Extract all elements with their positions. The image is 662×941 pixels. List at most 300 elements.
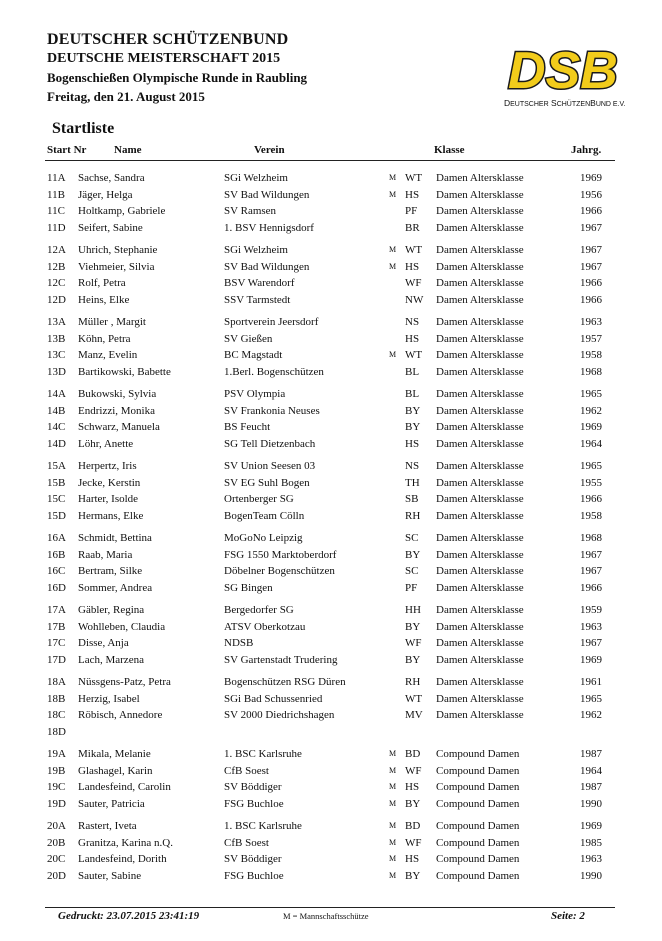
class-name: Damen Altersklasse [436, 620, 524, 633]
athlete-name: Hermans, Elke [78, 509, 144, 522]
table-row [0, 779, 662, 796]
class-name: Damen Altersklasse [436, 404, 524, 417]
birth-year: 1955 [580, 476, 602, 489]
club-name: SGi Welzheim [224, 244, 288, 256]
table-row [0, 403, 662, 420]
state-code: BR [405, 221, 420, 234]
class-name: Damen Altersklasse [436, 493, 524, 505]
birth-year: 1987 [580, 748, 602, 760]
team-marker: M [389, 350, 397, 359]
start-list [0, 170, 662, 884]
birth-year: 1987 [580, 781, 602, 793]
class-name: Compound Damen [436, 836, 520, 849]
class-name: Damen Altersklasse [436, 565, 524, 577]
dsb-logo-subtitle: DEUTSCHER SCHÜTZENBUND E.V. [504, 98, 626, 108]
class-name: Damen Altersklasse [436, 332, 524, 345]
birth-year: 1957 [580, 332, 602, 345]
club-name: NDSB [224, 637, 254, 649]
athlete-name: Holtkamp, Gabriele [78, 205, 166, 217]
start-number: 15A [47, 460, 66, 472]
state-code: PF [405, 205, 418, 217]
federation-name: DEUTSCHER SCHÜTZENBUND [47, 31, 289, 48]
table-row [0, 292, 662, 309]
club-name: FSG Buchloe [224, 869, 284, 882]
state-code: HS [405, 437, 420, 450]
birth-year: 1965 [580, 460, 602, 472]
column-header-verein: Verein [254, 144, 285, 156]
table-row [0, 386, 662, 403]
birth-year: 1966 [580, 581, 602, 594]
class-name: Compound Damen [436, 748, 520, 760]
table-row [0, 835, 662, 852]
athlete-name: Herpertz, Iris [78, 460, 137, 472]
athlete-name: Landesfeind, Dorith [78, 853, 167, 865]
club-name: SGi Bad Schussenried [224, 692, 323, 705]
birth-year: 1985 [580, 836, 602, 849]
start-number: 18C [47, 709, 66, 721]
class-name: Damen Altersklasse [436, 476, 524, 489]
birth-year: 1966 [580, 293, 602, 306]
start-number: 12D [47, 293, 66, 306]
start-number: 20D [47, 869, 66, 882]
birth-year: 1967 [580, 565, 602, 577]
event-date: Freitag, den 21. August 2015 [47, 89, 205, 104]
class-name: Damen Altersklasse [436, 604, 524, 616]
table-row [0, 602, 662, 619]
birth-year: 1969 [580, 172, 602, 184]
club-name: SV Böddiger [224, 781, 282, 793]
state-code: BY [405, 620, 421, 633]
birth-year: 1967 [580, 548, 602, 561]
club-name: 1. BSV Hennigsdorf [224, 221, 314, 234]
table-row [0, 674, 662, 691]
table-row [0, 203, 662, 220]
athlete-name: Uhrich, Stephanie [78, 244, 158, 256]
start-number: 12C [47, 277, 66, 289]
club-name: PSV Olympia [224, 388, 286, 400]
team-marker: M [389, 798, 397, 808]
team-marker: M [389, 749, 397, 758]
club-name: SV Ramsen [224, 205, 277, 217]
state-code: WF [405, 836, 422, 849]
table-row [0, 170, 662, 187]
club-name: SG Bingen [224, 581, 273, 594]
class-name: Damen Altersklasse [436, 437, 524, 450]
table-row [0, 530, 662, 547]
birth-year: 1967 [580, 637, 602, 649]
birth-year: 1965 [580, 692, 602, 705]
table-row [0, 796, 662, 813]
athlete-name: Gäbler, Regina [78, 604, 145, 616]
team-marker: M [389, 261, 397, 271]
athlete-name: Seifert, Sabine [78, 221, 143, 234]
class-name: Damen Altersklasse [436, 421, 524, 433]
team-legend: M = Mannschaftsschütze [283, 911, 369, 921]
team-marker: M [389, 173, 397, 182]
club-name: MoGoNo Leipzig [224, 532, 303, 544]
team-marker: M [389, 245, 397, 254]
class-name: Damen Altersklasse [436, 205, 524, 217]
class-name: Compound Damen [436, 853, 520, 865]
table-row [0, 508, 662, 525]
column-header-start: Start Nr [47, 144, 87, 156]
state-code: NS [405, 316, 420, 328]
club-name: BS Feucht [224, 421, 271, 433]
birth-year: 1958 [580, 509, 602, 522]
athlete-name: Schmidt, Bettina [78, 532, 152, 544]
athlete-name: Köhn, Petra [78, 332, 131, 345]
team-marker: M [389, 837, 397, 847]
club-name: BogenTeam Cölln [224, 509, 305, 522]
state-code: SC [405, 532, 419, 544]
state-code: BY [405, 404, 421, 417]
athlete-name: Manz, Evelin [78, 349, 138, 361]
table-row [0, 635, 662, 652]
state-code: RH [405, 509, 421, 522]
state-code: NS [405, 460, 420, 472]
athlete-name: Landesfeind, Carolin [78, 781, 171, 793]
state-code: BY [405, 869, 421, 882]
club-name: 1. BSC Karlsruhe [224, 820, 302, 832]
class-name: Damen Altersklasse [436, 637, 524, 649]
class-name: Damen Altersklasse [436, 277, 524, 289]
start-number: 12B [47, 260, 66, 273]
start-number: 14C [47, 421, 66, 433]
start-number: 18B [47, 692, 66, 705]
athlete-name: Jecke, Kerstin [78, 476, 141, 489]
club-name: SV Gießen [224, 332, 273, 345]
birth-year: 1963 [580, 853, 602, 865]
state-code: HS [405, 188, 420, 201]
start-number: 19A [47, 748, 66, 760]
class-name: Damen Altersklasse [436, 460, 524, 472]
state-code: RH [405, 676, 421, 688]
start-number: 20A [47, 820, 66, 832]
club-name: SG Tell Dietzenbach [224, 437, 316, 450]
athlete-name: Endrizzi, Monika [78, 404, 155, 417]
athlete-name: Müller , Margit [78, 316, 146, 328]
class-name: Damen Altersklasse [436, 172, 524, 184]
club-name: 1.Berl. Bogenschützen [224, 365, 324, 378]
club-name: SV Frankonia Neuses [224, 404, 320, 417]
team-marker: M [389, 870, 397, 880]
athlete-name: Granitza, Karina n.Q. [78, 836, 173, 849]
start-number: 19D [47, 797, 66, 810]
table-row [0, 707, 662, 724]
class-name: Compound Damen [436, 797, 520, 810]
birth-year: 1968 [580, 365, 602, 378]
state-code: BY [405, 653, 421, 666]
birth-year: 1963 [580, 620, 602, 633]
start-number: 18D [47, 725, 66, 738]
birth-year: 1968 [580, 532, 602, 544]
dsb-logo-letters: DSB [508, 42, 618, 98]
table-row [0, 242, 662, 259]
state-code: WF [405, 637, 422, 649]
start-number: 16A [47, 532, 66, 544]
athlete-name: Mikala, Melanie [78, 748, 151, 760]
state-code: HS [405, 332, 420, 345]
state-code: BD [405, 748, 421, 760]
birth-year: 1962 [580, 404, 602, 417]
birth-year: 1966 [580, 493, 602, 505]
start-number: 16D [47, 581, 66, 594]
class-name: Damen Altersklasse [436, 388, 524, 400]
birth-year: 1966 [580, 277, 602, 289]
birth-year: 1990 [580, 797, 602, 810]
athlete-name: Herzig, Isabel [78, 692, 140, 705]
state-code: BY [405, 548, 421, 561]
birth-year: 1990 [580, 869, 602, 882]
athlete-name: Bartikowski, Babette [78, 365, 171, 378]
table-row [0, 187, 662, 204]
table-row [0, 763, 662, 780]
class-name: Damen Altersklasse [436, 676, 524, 688]
athlete-name: Sauter, Patricia [78, 797, 145, 810]
class-name: Damen Altersklasse [436, 349, 524, 361]
start-number: 14D [47, 437, 66, 450]
start-number: 11D [47, 221, 66, 234]
state-code: MV [405, 709, 423, 721]
team-marker: M [389, 765, 397, 775]
state-code: NW [405, 293, 424, 306]
class-name: Damen Altersklasse [436, 260, 524, 273]
start-number: 12A [47, 244, 66, 256]
start-number: 13A [47, 316, 66, 328]
club-name: Sportverein Jeersdorf [224, 316, 319, 328]
state-code: HS [405, 781, 420, 793]
club-name: SV Bad Wildungen [224, 188, 310, 201]
team-marker: M [389, 854, 397, 863]
club-name: Döbelner Bogenschützen [224, 565, 335, 577]
state-code: WT [405, 349, 423, 361]
athlete-name: Bertram, Silke [78, 565, 143, 577]
table-row [0, 691, 662, 708]
team-marker: M [389, 189, 397, 199]
club-name: FSG 1550 Marktoberdorf [224, 548, 337, 561]
birth-year: 1969 [580, 653, 602, 666]
athlete-name: Sommer, Andrea [78, 581, 153, 594]
class-name: Damen Altersklasse [436, 581, 524, 594]
table-row [0, 436, 662, 453]
state-code: BY [405, 421, 421, 433]
start-number: 17C [47, 637, 66, 649]
birth-year: 1961 [580, 676, 602, 688]
athlete-name: Schwarz, Manuela [78, 421, 160, 433]
dsb-logo-mark [504, 38, 622, 98]
class-name: Damen Altersklasse [436, 709, 524, 721]
class-name: Compound Damen [436, 781, 520, 793]
athlete-name: Jäger, Helga [78, 188, 133, 201]
start-number: 14B [47, 404, 66, 417]
club-name: CfB Soest [224, 764, 269, 777]
club-name: SV EG Suhl Bogen [224, 476, 310, 489]
start-number: 17A [47, 604, 66, 616]
table-row [0, 259, 662, 276]
start-number: 13B [47, 332, 66, 345]
page-title: Startliste [52, 120, 115, 137]
table-row [0, 547, 662, 564]
class-name: Damen Altersklasse [436, 365, 524, 378]
state-code: PF [405, 581, 418, 594]
athlete-name: Nüssgens-Patz, Petra [78, 676, 171, 688]
team-marker: M [389, 821, 397, 830]
table-row [0, 220, 662, 237]
state-code: HS [405, 260, 420, 273]
athlete-name: Bukowski, Sylvia [78, 388, 157, 400]
state-code: SC [405, 565, 419, 577]
start-number: 13D [47, 365, 66, 378]
table-row [0, 563, 662, 580]
athlete-name: Rastert, Iveta [78, 820, 137, 832]
club-name: ATSV Oberkotzau [224, 620, 306, 633]
state-code: WF [405, 277, 422, 289]
table-row [0, 868, 662, 885]
state-code: BY [405, 797, 421, 810]
column-header-jahrgang: Jahrg. [571, 144, 602, 156]
footer-divider [45, 907, 615, 908]
table-row [0, 347, 662, 364]
start-number: 16C [47, 565, 66, 577]
start-number: 15C [47, 493, 66, 505]
class-name: Damen Altersklasse [436, 316, 524, 328]
start-number: 11C [47, 205, 65, 217]
start-number: 19B [47, 764, 66, 777]
document-header [47, 30, 307, 106]
class-name: Damen Altersklasse [436, 293, 524, 306]
club-name: SGi Welzheim [224, 172, 288, 184]
athlete-name: Heins, Elke [78, 293, 130, 306]
table-row [0, 275, 662, 292]
event-title: Bogenschießen Olympische Runde in Raubling [47, 70, 308, 85]
table-row [0, 580, 662, 597]
start-number: 13C [47, 349, 66, 361]
state-code: SB [405, 493, 419, 505]
club-name: SV Gartenstadt Trudering [224, 653, 338, 666]
club-name: 1. BSC Karlsruhe [224, 748, 302, 760]
class-name: Damen Altersklasse [436, 692, 524, 705]
club-name: Bogenschützen RSG Düren [224, 676, 346, 688]
start-number: 20C [47, 853, 66, 865]
page-number: Seite: 2 [551, 910, 585, 922]
club-name: CfB Soest [224, 836, 269, 849]
table-row [0, 818, 662, 835]
start-number: 17B [47, 620, 66, 633]
start-number: 15D [47, 509, 66, 522]
state-code: WT [405, 692, 423, 705]
class-name: Damen Altersklasse [436, 532, 524, 544]
athlete-name: Raab, Maria [78, 548, 133, 561]
birth-year: 1959 [580, 604, 602, 616]
table-row [0, 652, 662, 669]
start-number: 11A [47, 172, 66, 184]
state-code: WT [405, 244, 423, 256]
class-name: Compound Damen [436, 820, 520, 832]
start-number: 18A [47, 676, 66, 688]
table-row [0, 364, 662, 381]
table-row [0, 746, 662, 763]
table-row [0, 851, 662, 868]
club-name: BC Magstadt [224, 349, 283, 361]
start-number: 17D [47, 653, 66, 666]
column-header-klasse: Klasse [434, 144, 465, 156]
athlete-name: Löhr, Anette [78, 437, 134, 450]
start-number: 19C [47, 781, 66, 793]
birth-year: 1963 [580, 316, 602, 328]
start-number: 15B [47, 476, 66, 489]
start-number: 16B [47, 548, 66, 561]
club-name: SV Böddiger [224, 853, 282, 865]
state-code: HS [405, 853, 420, 865]
club-name: SV Bad Wildungen [224, 260, 310, 273]
birth-year: 1969 [580, 820, 602, 832]
birth-year: 1964 [580, 764, 602, 777]
athlete-name: Viehmeier, Silvia [78, 260, 155, 273]
header-divider [45, 160, 615, 161]
table-row [0, 458, 662, 475]
athlete-name: Glashagel, Karin [78, 764, 153, 777]
class-name: Compound Damen [436, 869, 520, 882]
club-name: BSV Warendorf [224, 277, 295, 289]
athlete-name: Lach, Marzena [78, 653, 144, 666]
table-row [0, 724, 662, 741]
table-row [0, 491, 662, 508]
state-code: WT [405, 172, 423, 184]
athlete-name: Rolf, Petra [78, 277, 126, 289]
class-name: Damen Altersklasse [436, 244, 524, 256]
state-code: BL [405, 365, 420, 378]
dsb-logo [504, 38, 626, 120]
championship-title: DEUTSCHE MEISTERSCHAFT 2015 [47, 51, 281, 66]
birth-year: 1964 [580, 437, 602, 450]
athlete-name: Disse, Anja [78, 637, 129, 649]
state-code: HH [405, 604, 421, 616]
state-code: BD [405, 820, 421, 832]
birth-year: 1967 [580, 221, 602, 234]
athlete-name: Wohlleben, Claudia [78, 620, 166, 633]
birth-year: 1956 [580, 188, 602, 201]
athlete-name: Sachse, Sandra [78, 172, 145, 184]
class-name: Damen Altersklasse [436, 221, 524, 234]
birth-year: 1962 [580, 709, 602, 721]
table-row [0, 619, 662, 636]
birth-year: 1967 [580, 260, 602, 273]
printed-timestamp: Gedruckt: 23.07.2015 23:41:19 [58, 910, 200, 922]
table-row [0, 475, 662, 492]
class-name: Compound Damen [436, 764, 520, 777]
class-name: Damen Altersklasse [436, 653, 524, 666]
column-header-name: Name [114, 144, 142, 156]
table-row [0, 314, 662, 331]
table-row [0, 419, 662, 436]
class-name: Damen Altersklasse [436, 548, 524, 561]
birth-year: 1967 [580, 244, 602, 256]
club-name: Bergedorfer SG [224, 604, 294, 616]
club-name: SV Union Seesen 03 [224, 460, 316, 472]
birth-year: 1965 [580, 388, 602, 400]
state-code: BL [405, 388, 420, 400]
class-name: Damen Altersklasse [436, 188, 524, 201]
table-row [0, 331, 662, 348]
club-name: FSG Buchloe [224, 797, 284, 810]
birth-year: 1966 [580, 205, 602, 217]
athlete-name: Sauter, Sabine [78, 869, 142, 882]
class-name: Damen Altersklasse [436, 509, 524, 522]
birth-year: 1969 [580, 421, 602, 433]
birth-year: 1958 [580, 349, 602, 361]
athlete-name: Harter, Isolde [78, 493, 139, 505]
start-number: 11B [47, 188, 65, 201]
